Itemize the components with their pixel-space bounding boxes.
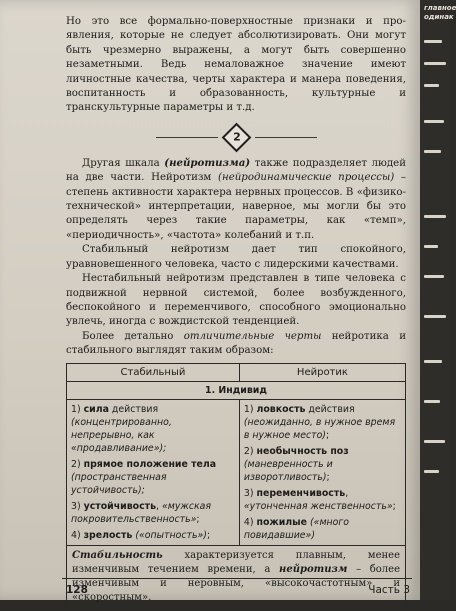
- text-run: (пространственная устойчивость);: [71, 471, 167, 496]
- text-run: («опытность»): [135, 529, 207, 541]
- page-number: 128: [66, 584, 88, 596]
- text-run: (нейротизма): [164, 156, 251, 169]
- text-run: нейротика и стабильного выглядят таким образом:: [66, 330, 406, 357]
- text-run: Более детально: [82, 330, 184, 342]
- text-run: (неожиданно, в нужное время в нужное место): [243, 416, 396, 441]
- adjacent-text-line: [424, 275, 444, 278]
- text-run: ;: [392, 500, 396, 512]
- adjacent-text-line: [424, 40, 442, 43]
- adjacent-text-line: [424, 440, 445, 443]
- text-run: действия: [108, 403, 159, 415]
- adjacent-text-line: [424, 470, 439, 473]
- table-header-row: [67, 363, 406, 381]
- traits-intro-paragraph: [66, 330, 406, 359]
- text-run: сила: [83, 403, 109, 415]
- text-run: (концентрированно, непрерывно, как «продавливание»);: [71, 416, 172, 454]
- text-run: ;: [206, 529, 211, 541]
- text-run: 2): [243, 445, 257, 457]
- intro-paragraph: Но это все формально-поверхностные признаки и про-явления, которые не следует абсолютизировать. Они могут быть чрезмерно выражены, а могут быть совершенно незаметными. Ведь немаловажное значение имеют личностные качества, черты характера и манера поведения, воспитанность и образованность, культурные и транскультурные параметры и т.д.: [66, 16, 406, 114]
- adjacent-text-line: [424, 120, 444, 123]
- section-number: 2: [232, 130, 240, 144]
- adjacent-text-line: [424, 360, 442, 363]
- adjacent-text-line: [424, 215, 446, 218]
- text-run: – степень активности характера нервных процессов. В «физико-технической» интерпретации, наверное, мы могли бы это определять через такие параметры, как «темп», «периодичность», «частота» колебаний и т.п.: [66, 172, 406, 241]
- text-run: 3): [71, 500, 84, 512]
- section-title: 1. Индивид: [67, 381, 406, 399]
- stable-trait-3: [71, 500, 235, 526]
- text-run: пожилые: [256, 516, 308, 528]
- section-number-badge: [224, 125, 249, 150]
- text-run: Стабильный нейротизм дает тип спокойного, уравновешенного человека, часто с лидерскими качествами.: [66, 244, 406, 270]
- adjacent-text-line: [424, 150, 441, 153]
- unstable-paragraph: [66, 272, 406, 330]
- text-run: – более изменчивым и неровным, «высокочастотным» и «скоростным».: [72, 563, 400, 603]
- neurotic-trait-3: [244, 487, 401, 513]
- text-run: ;: [326, 471, 330, 483]
- adjacent-fragment: главное: [424, 4, 456, 12]
- text-run: 1): [71, 403, 84, 415]
- adjacent-text-line: [424, 62, 446, 65]
- neurotic-trait-1: [244, 403, 401, 442]
- adjacent-text-line: [424, 315, 446, 318]
- text-run: 3): [243, 487, 257, 499]
- neurotic-trait-4: [244, 516, 401, 542]
- running-footer-part: Часть 3: [368, 584, 410, 596]
- text-run: характеризуется плавным, менее изменчивым течением времени, а: [72, 549, 400, 575]
- page-footer: [62, 578, 412, 596]
- text-run: переменчивость: [256, 487, 346, 499]
- stable-trait-2: [71, 458, 235, 497]
- adjacent-page-header: [424, 4, 454, 22]
- adjacent-page-edge: [420, 0, 456, 600]
- section-divider: [66, 125, 406, 150]
- text-run: ;: [196, 513, 200, 525]
- adjacent-fragment: одинак: [424, 13, 454, 21]
- stable-traits: [67, 399, 240, 545]
- text-run: Стабильность: [72, 549, 163, 561]
- text-run: ,: [345, 487, 349, 499]
- page-content: [66, 15, 406, 611]
- text-run: нейротизм: [279, 563, 348, 575]
- text-run: зрелость: [83, 529, 133, 541]
- stable-paragraph: [66, 243, 406, 272]
- text-run: (маневренность и изворотливость): [243, 458, 333, 483]
- header-neurotic: Нейротик: [239, 363, 405, 381]
- adjacent-text-line: [424, 245, 438, 248]
- text-run: 1): [243, 403, 257, 415]
- text-run: 4): [243, 516, 257, 528]
- text-run: также подразделяет людей на две части. Нейротизм: [66, 157, 406, 184]
- neurotic-traits: [239, 399, 405, 545]
- text-run: 4): [71, 529, 84, 541]
- adjacent-text-line: [424, 84, 439, 87]
- text-run: устойчивость: [83, 500, 157, 512]
- text-run: Нестабильный нейротизм представлен в типе человека с подвижной нервной системой, более возбужденного, беспокойного и переменчивого, способного эмоционально увлечь, иногда с вождистской тенденцией.: [66, 273, 406, 328]
- diamond-icon: [221, 122, 251, 152]
- text-run: прямое положение тела: [83, 458, 217, 470]
- text-run: ;: [325, 429, 330, 441]
- traits-row: [67, 399, 406, 545]
- neurotic-trait-2: [244, 445, 401, 484]
- text-run: («много повидавшие»): [243, 516, 350, 541]
- text-run: Другая шкала: [82, 157, 165, 169]
- text-run: отличительные черты: [183, 330, 322, 342]
- stable-trait-4: [71, 529, 235, 542]
- stable-trait-1: [71, 403, 235, 455]
- text-run: действия: [305, 403, 355, 415]
- text-run: ловкость: [256, 403, 306, 415]
- text-run: «мужская покровительственность»: [71, 500, 212, 525]
- header-stable: Стабильный: [67, 363, 240, 381]
- section-row: [67, 381, 406, 399]
- divider-line-right: [255, 137, 317, 138]
- comparison-table: [66, 363, 406, 611]
- adjacent-text-line: [424, 400, 440, 403]
- text-run: необычность поз: [256, 445, 349, 457]
- text-run: (нейродинамические процессы): [218, 172, 395, 184]
- text-run: 2): [71, 458, 84, 470]
- text-run: ,: [156, 500, 162, 512]
- text-run: «утонченная женственность»: [243, 500, 393, 512]
- divider-line-left: [156, 137, 218, 138]
- neuroticism-paragraph: [66, 156, 406, 243]
